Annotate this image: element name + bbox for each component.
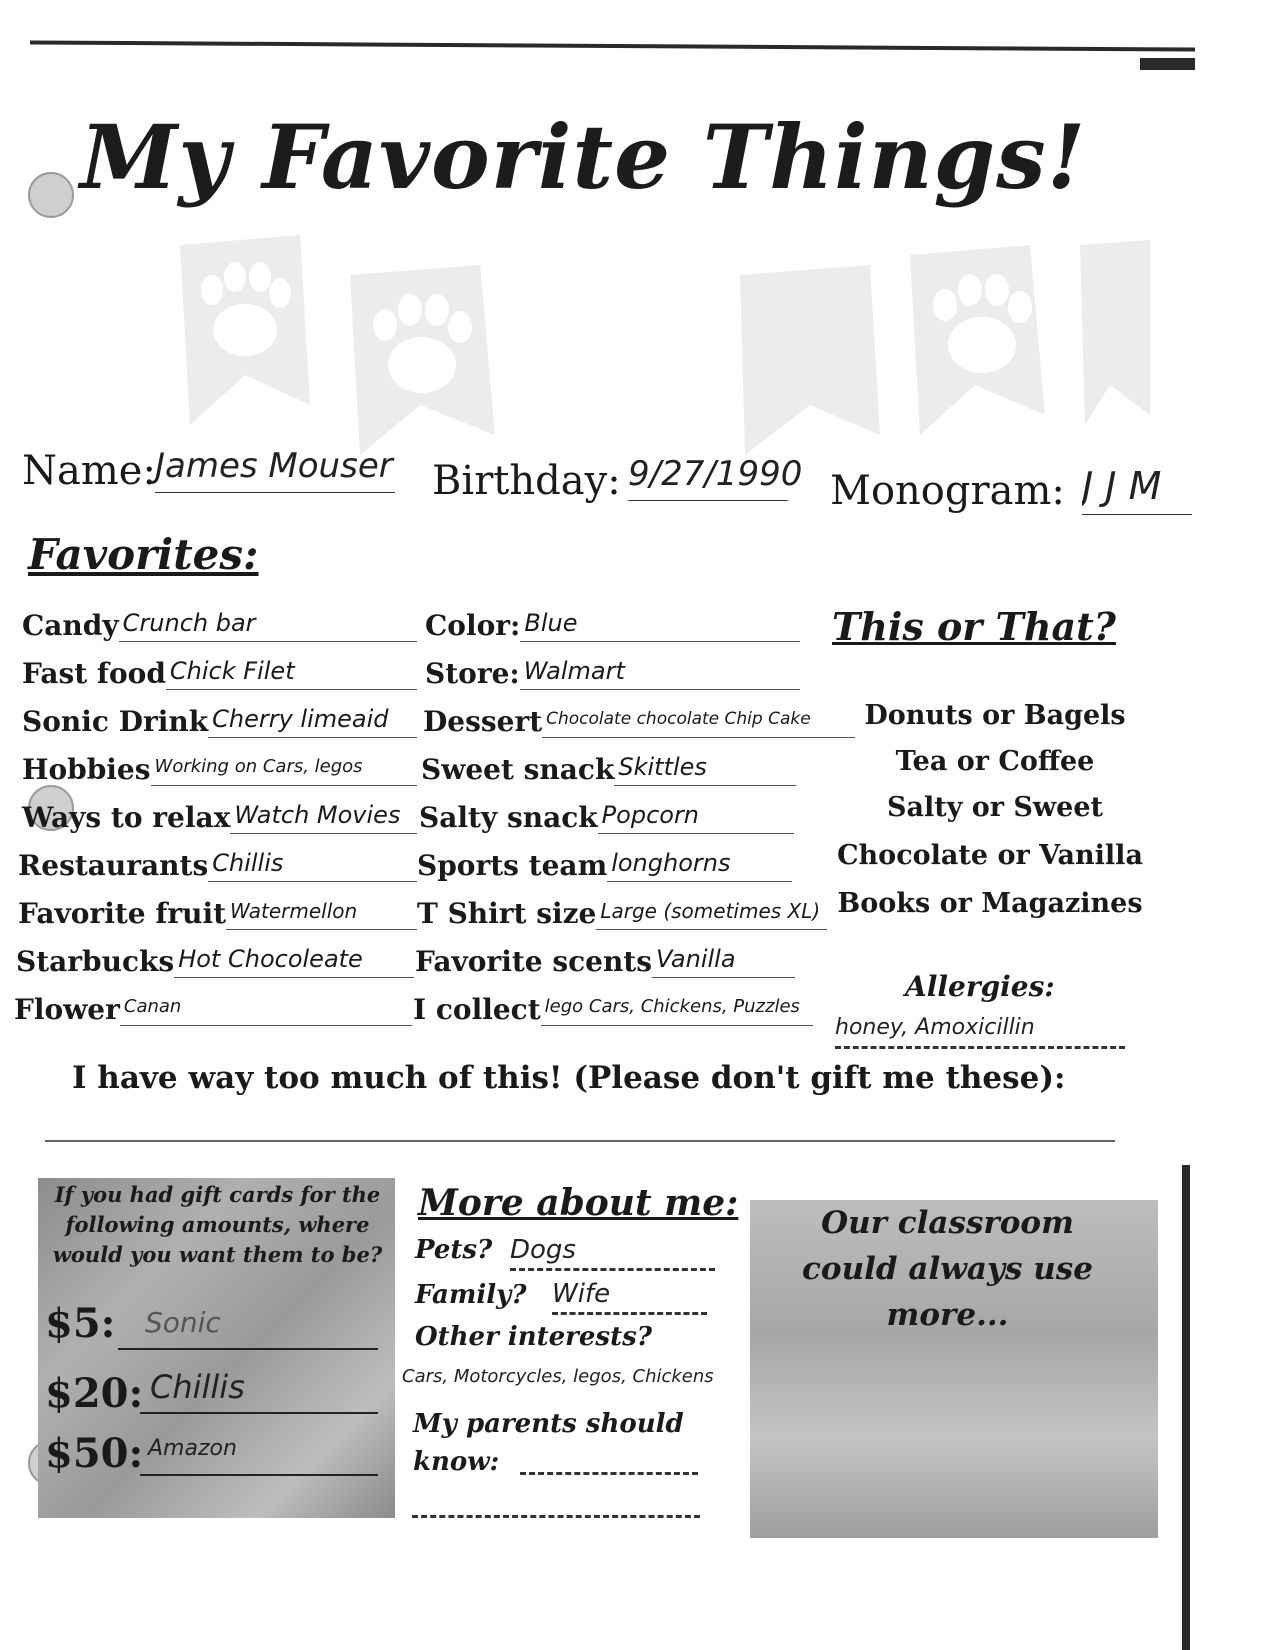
favorite-value: Watermellon	[226, 893, 417, 930]
favorite-label: Ways to relax	[22, 801, 231, 834]
paw-banner-decoration	[150, 235, 1150, 465]
favorite-row	[14, 982, 412, 1026]
favorite-label: Candy	[22, 609, 119, 642]
favorite-value: Canan	[120, 989, 412, 1026]
this-or-that-item: Chocolate or Vanilla	[837, 840, 1143, 871]
favorite-row	[419, 790, 794, 834]
favorite-value: Large (sometimes XL)	[596, 893, 827, 930]
this-or-that-item: Books or Magazines	[837, 888, 1143, 919]
this-or-that-heading: This or That?	[832, 604, 1116, 649]
gift-amount: $20:	[45, 1370, 144, 1417]
favorite-label: Dessert	[423, 705, 543, 738]
favorite-row	[413, 982, 813, 1026]
favorite-row	[415, 934, 795, 978]
favorite-label: Fast food	[22, 657, 166, 690]
gift-amount: $5:	[45, 1300, 116, 1347]
favorite-row	[423, 694, 855, 738]
favorite-value: Walmart	[520, 653, 800, 690]
favorite-value: Chillis	[208, 845, 417, 882]
interests-value: Cars, Motorcycles, legos, Chickens	[402, 1366, 714, 1387]
favorite-label: Starbucks	[16, 945, 175, 978]
interests-label: Other interests?	[415, 1322, 652, 1352]
favorite-label: Restaurants	[18, 849, 209, 882]
favorite-label: Store:	[425, 657, 520, 690]
top-rule-end	[1140, 58, 1195, 70]
scan-edge	[1182, 1165, 1190, 1650]
this-or-that-item: Tea or Coffee	[895, 746, 1095, 777]
favorite-value: Skittles	[614, 749, 796, 786]
favorite-label: Sports team	[417, 849, 608, 882]
favorite-label: Favorite fruit	[18, 897, 227, 930]
favorite-label: I collect	[413, 993, 541, 1026]
favorite-label: Sonic Drink	[22, 705, 209, 738]
pets-value: Dogs	[510, 1232, 715, 1271]
parents-label: My parents should know:	[413, 1409, 684, 1477]
favorite-row	[16, 934, 414, 978]
allergies-label: Allergies:	[905, 970, 1055, 1003]
page-title: My Favorite Things!	[80, 105, 1087, 209]
gift-value: Sonic	[145, 1306, 221, 1339]
too-much-line	[45, 1140, 1115, 1142]
family-label: Family?	[415, 1280, 527, 1310]
favorites-heading: Favorites:	[28, 530, 259, 579]
favorite-row	[417, 838, 792, 882]
favorite-label: Favorite scents	[415, 945, 653, 978]
gift-amount: $50:	[45, 1430, 144, 1477]
favorite-label: T Shirt size	[417, 897, 597, 930]
name-value: James Mouser	[155, 440, 395, 493]
this-or-that-item: Salty or Sweet	[886, 792, 1103, 823]
name-label: Name:	[22, 448, 156, 494]
favorite-row	[425, 646, 800, 690]
favorite-value: Working on Cars, legos	[151, 749, 417, 786]
favorite-value: Blue	[520, 605, 800, 642]
family-value: Wife	[552, 1276, 707, 1315]
monogram-value: J J M	[1082, 458, 1192, 515]
favorite-value: Watch Movies	[230, 797, 417, 834]
top-rule	[30, 40, 1195, 51]
favorite-label: Sweet snack	[421, 753, 615, 786]
favorite-label: Flower	[14, 993, 120, 1026]
pets-label: Pets?	[415, 1235, 493, 1265]
favorite-row	[22, 598, 417, 642]
favorite-row	[18, 886, 417, 930]
birthday-value: 9/27/1990	[628, 448, 788, 501]
favorite-row	[22, 790, 417, 834]
favorite-row	[22, 694, 417, 738]
punch-hole-top	[28, 172, 74, 218]
allergies-value: honey, Amoxicillin	[835, 1010, 1125, 1049]
favorite-label: Hobbies	[22, 753, 151, 786]
favorite-row	[22, 646, 417, 690]
monogram-label: Monogram:	[830, 468, 1065, 514]
favorite-value: Crunch bar	[119, 605, 417, 642]
classroom-text: Our classroom could always use more...	[802, 1205, 1093, 1333]
favorite-value: Cherry limeaid	[208, 701, 417, 738]
favorite-row	[18, 838, 417, 882]
gift-value: Chillis	[150, 1368, 245, 1406]
favorite-label: Color:	[425, 609, 521, 642]
favorite-value: Chick Filet	[166, 653, 417, 690]
favorite-value: Popcorn	[598, 797, 794, 834]
favorite-value: lego Cars, Chickens, Puzzles	[541, 989, 813, 1026]
more-about-heading: More about me:	[418, 1182, 739, 1224]
favorite-value: Vanilla	[652, 941, 795, 978]
too-much-heading: I have way too much of this! (Please don't gift me these):	[72, 1060, 1066, 1096]
favorite-value: Hot Chocoleate	[174, 941, 414, 978]
gift-value: Amazon	[148, 1436, 237, 1461]
favorite-label: Salty snack	[419, 801, 598, 834]
favorite-row	[417, 886, 827, 930]
birthday-label: Birthday:	[432, 458, 621, 504]
favorite-row	[421, 742, 796, 786]
parents-line-2	[412, 1515, 700, 1518]
favorite-value: longhorns	[607, 845, 792, 882]
gift-card-prompt: If you had gift cards for the following amounts, where would you want them to be?	[52, 1182, 383, 1267]
favorite-row	[22, 742, 417, 786]
favorite-row	[425, 598, 800, 642]
this-or-that-item: Donuts or Bagels	[864, 700, 1126, 731]
favorite-value: Chocolate chocolate Chip Cake	[542, 701, 855, 738]
parents-line	[520, 1472, 698, 1475]
